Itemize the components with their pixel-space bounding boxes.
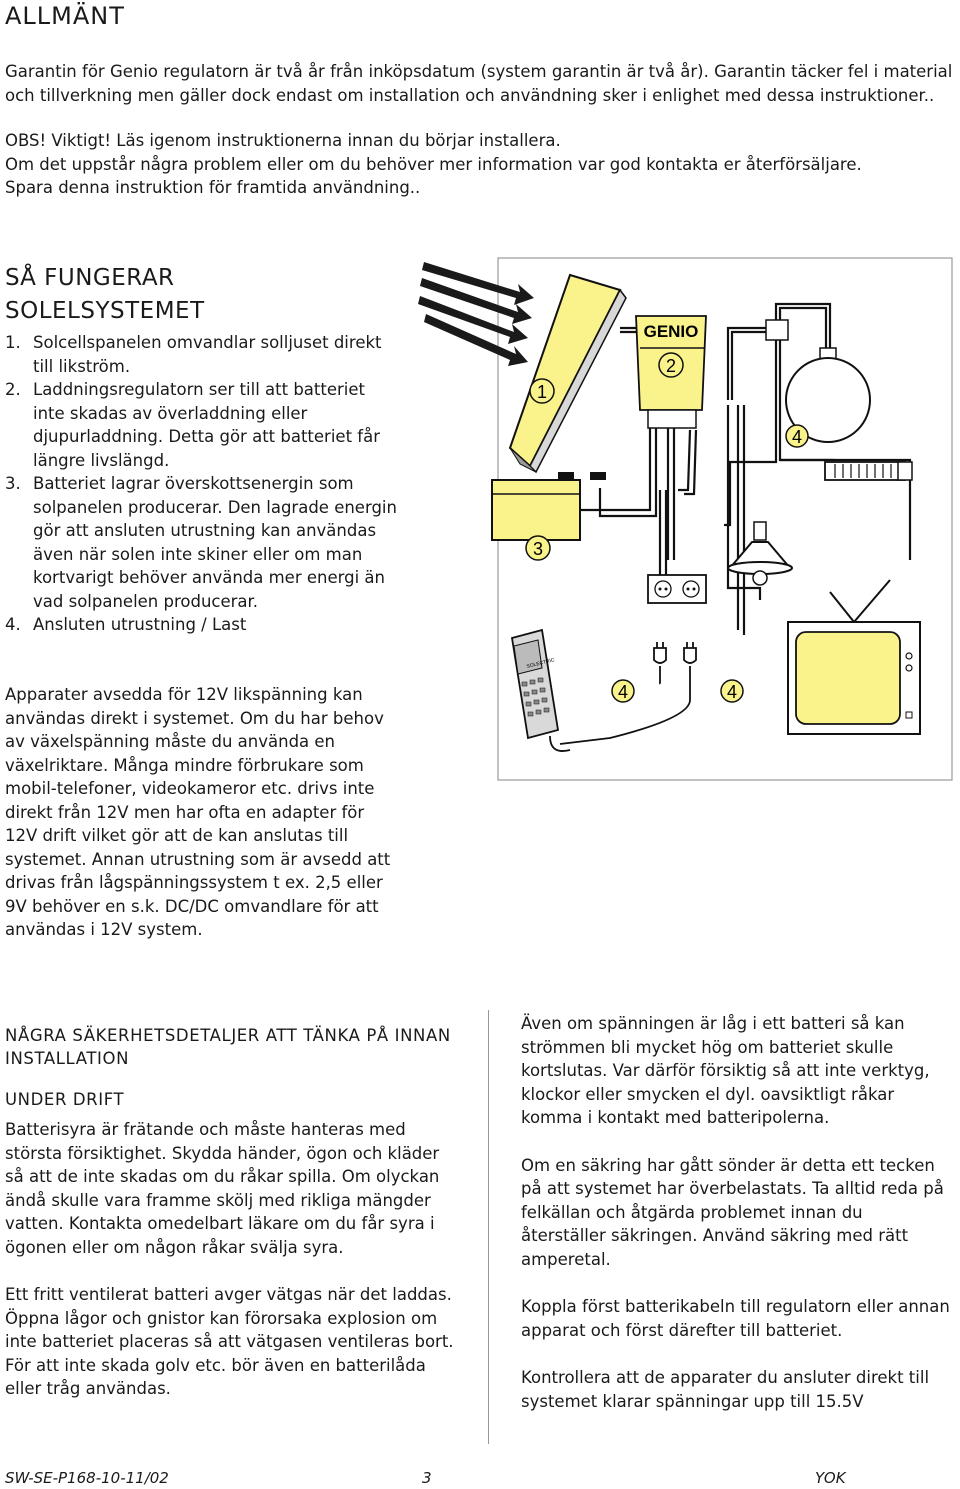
- safety-paragraph: Även om spänningen är låg i ett batteri så kan strömmen bli mycket hög om batteriet skulle kortslutas. Var därför försiktig så att inte verktyg, klockor eller smycken el dyl. oavsiktligt råkar komma i kontakt med batteripolerna.: [521, 1014, 930, 1127]
- footer-doc-code: SW-SE-P168-10-11/02: [5, 1469, 169, 1487]
- safety-left-column: [5, 1118, 455, 1425]
- fluorescent-tube-icon: [825, 462, 912, 480]
- safety-paragraph: Om en säkring har gått sönder är detta ett tecken på att systemet har överbelastats. Ta alltid reda på felkällan och åtgärda problemet innan du återställer säkringen. Använd säkring med rätt amperetal.: [521, 1155, 944, 1269]
- safety-title: NÅGRA SÄKERHETSDETALJER ATT TÄNKA PÅ INNAN INSTALLATION: [5, 1026, 451, 1068]
- marker-3-label: 3: [532, 539, 544, 559]
- marker-1-label: 1: [536, 382, 548, 402]
- sun-rays-icon: [418, 262, 534, 366]
- intro-block: [5, 60, 960, 200]
- how-it-works-title: [5, 262, 405, 328]
- safety-right-column: [521, 1012, 951, 1437]
- obs-line: OBS! Viktigt! Läs igenom instruktionerna innan du börjar installera.: [5, 131, 561, 150]
- obs-line: Spara denna instruktion för framtida användning..: [5, 178, 421, 197]
- how-it-works-title-line2: SOLELSYSTEMET: [5, 298, 205, 324]
- footer-right-code: YOK: [815, 1469, 846, 1487]
- marker-4-b-label: 4: [726, 682, 738, 702]
- marker-4-lamp-label: 4: [791, 427, 803, 447]
- obs-line: Om det uppstår några problem eller om du behöver mer information var god kontakta er återförsäljare.: [5, 154, 862, 174]
- mobile-phone-icon: [512, 630, 570, 751]
- wall-socket-icon: [648, 575, 706, 603]
- how-it-works-list: [5, 331, 400, 637]
- list-item: 4. Ansluten utrustning / Last: [5, 615, 247, 634]
- solar-panel-icon: [510, 275, 626, 472]
- safety-subtitle: UNDER DRIFT: [5, 1090, 125, 1109]
- phone-brand-label: SOLECTRIC: [526, 657, 556, 670]
- appliances-text: Apparater avsedda för 12V likspänning kan användas direkt i systemet. Om du har behov av växelspänning måste du använda en växelriktare. Många mindre förbrukare som mobil-telefoner, videokameror etc. drivs inte direkt från 12V men har ofta en adapter för 12V drift vilket gör att de kan anslutas till systemet. Annan utrustning som är avsedd att drivas från lågspänningssystem t ex. 2,5 eller 9V behöver en s.k. DC/DC omvandlare för att användas i 12V system.: [5, 685, 391, 939]
- list-item: 3. Batteriet lagrar överskottsenergin som solpanelen producerar. Den lagrade energin gör att ansluten utrustning kan användas även när solen inte skiner eller om man kortvarigt behöver använda mer energi än vad solpanelen producerar.: [5, 474, 397, 611]
- tv-icon: [788, 580, 920, 734]
- solar-system-diagram: [410, 250, 960, 790]
- safety-paragraph: Ett fritt ventilerat batteri avger vätgas när det laddas. Öppna lågor och gnistor kan förorsaka explosion om inte batteriet placeras så att vätgasen ventileras bort. För att inte skada golv etc. bör även en batterilåda eller tråg användas.: [5, 1285, 454, 1398]
- junction-box: [766, 320, 788, 340]
- how-it-works-title-line1: SÅ FUNGERAR: [5, 265, 175, 291]
- battery-icon: [492, 472, 606, 540]
- safety-paragraph: Batterisyra är frätande och måste hanteras med största försiktighet. Skydda händer, ögon och kläder så att de inte skadas om du råkar spilla. Om olyckan ändå skulle vara framme skölj med rikliga mängder vatten. Kontakta omedelbart läkare om du får syra i ögonen eller om någon råkar svälja syra.: [5, 1120, 440, 1257]
- safety-paragraph: Kontrollera att de apparater du ansluter direkt till systemet klarar spänningar upp till 15.5V: [521, 1368, 930, 1411]
- footer-page-number: 3: [422, 1469, 432, 1487]
- list-item: 1. Solcellspanelen omvandlar solljuset direkt till likström.: [5, 333, 382, 376]
- section-title: ALLMÄNT: [5, 2, 125, 30]
- list-item: 2. Laddningsregulatorn ser till att batteriet inte skadas av överladdning eller djupurladdning. Detta gör att batteriet får längre livslängd.: [5, 380, 380, 470]
- warranty-text: Garantin för Genio regulatorn är två år från inköpsdatum (system garantin är två år). Garantin täcker fel i material och tillverkning men gäller dock endast om installation och användning sker i enlighet med dessa instruktioner..: [5, 62, 953, 105]
- genio-label: GENIO: [643, 322, 699, 341]
- marker-4-a-label: 4: [617, 682, 629, 702]
- safety-paragraph: Koppla först batterikabeln till regulatorn eller annan apparat och först därefter till batteriet.: [521, 1297, 950, 1340]
- column-divider: [488, 1010, 489, 1444]
- marker-2-label: 2: [665, 356, 677, 376]
